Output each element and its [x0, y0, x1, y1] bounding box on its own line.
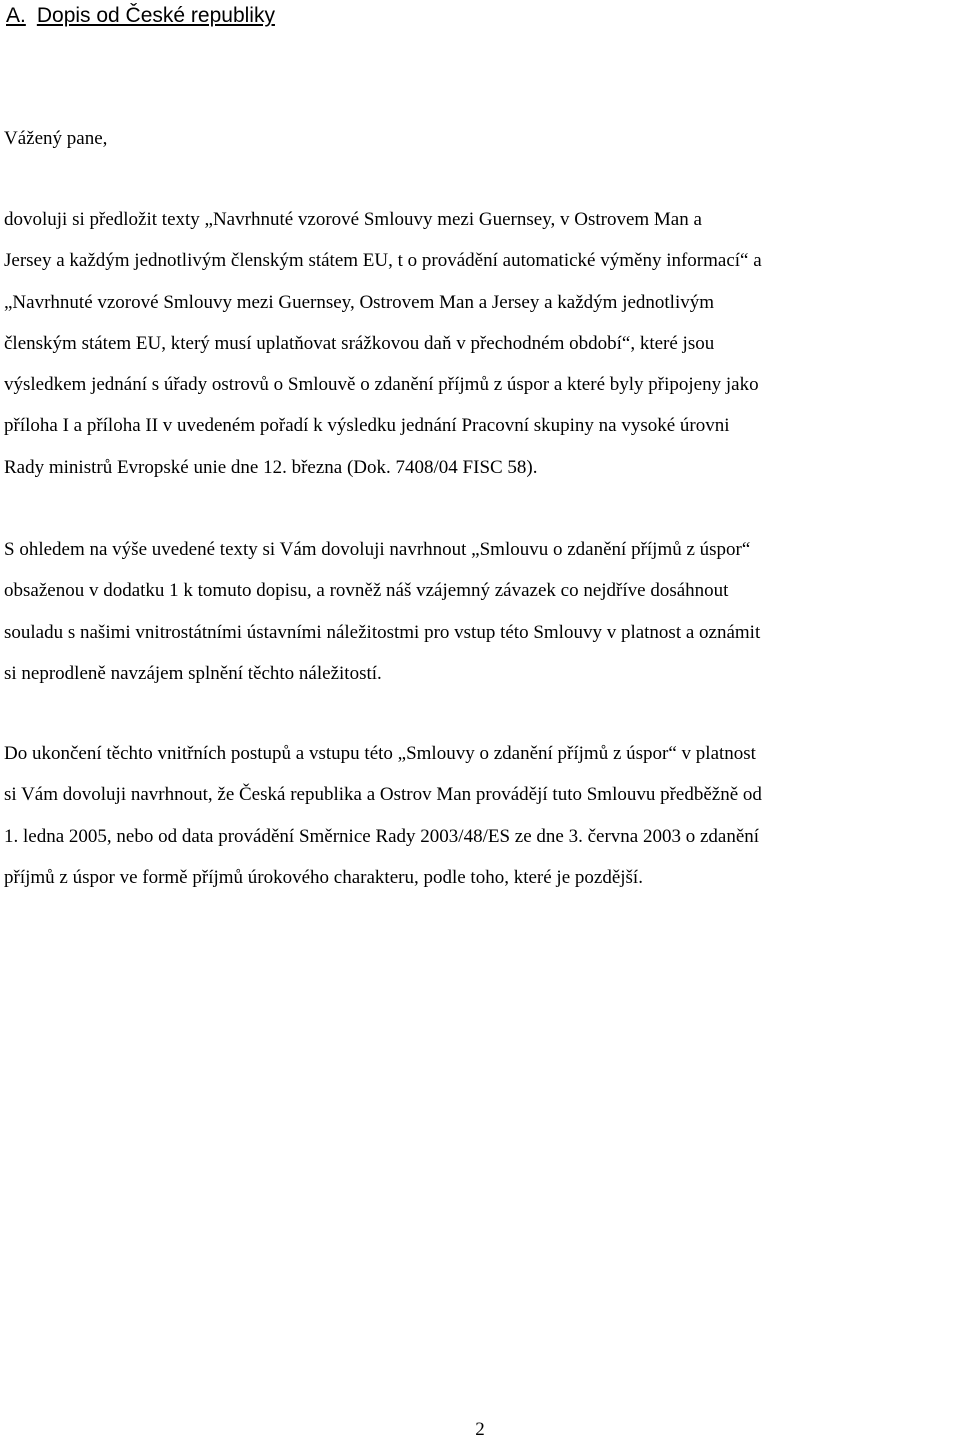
paragraph-line: „Navrhnuté vzorové Smlouvy mezi Guernsey, Ostrovem Man a Jersey a každým jednotlivým — [4, 291, 715, 313]
page-number: 2 — [475, 1419, 485, 1440]
section-marker: A. — [6, 4, 26, 27]
paragraph-line: 1. ledna 2005, nebo od data provádění Směrnice Rady 2003/48/ES ze dne 3. června 2003 o zdanění — [4, 825, 760, 847]
paragraph-line: příloha I a příloha II v uvedeném pořadí k výsledku jednání Pracovní skupiny na vysoké úrovni — [4, 415, 730, 437]
paragraph-1 — [4, 199, 956, 488]
paragraph-line: dovoluji si předložit texty „Navrhnuté vzorové Smlouvy mezi Guernsey, v Ostrovem Man a — [4, 209, 702, 230]
paragraph-line: členským státem EU, který musí uplatňovat srážkovou daň v přechodném období“, které jsou — [4, 332, 715, 354]
paragraph-2 — [4, 529, 956, 694]
paragraph-line: S ohledem na výše uvedené texty si Vám dovoluji navrhnout „Smlouvu o zdanění příjmů z úspor“ — [4, 539, 751, 560]
paragraph-line: si neprodleně navzájem splnění těchto náležitostí. — [4, 662, 382, 684]
paragraph-line: výsledkem jednání s úřady ostrovů o Smlouvě o zdanění příjmů z úspor a které byly připojeny jako — [4, 374, 759, 396]
salutation — [4, 118, 956, 159]
paragraph-line: Do ukončení těchto vnitřních postupů a vstupu této „Smlouvy o zdanění příjmů z úspor“ v platnost — [4, 743, 756, 764]
paragraph-line: obsaženou v dodatku 1 k tomuto dopisu, a rovněž náš vzájemný závazek co nejdříve dosáhnout — [4, 580, 729, 602]
section-title: Dopis od České republiky — [36, 4, 275, 27]
paragraph-line: Jersey a každým jednotlivým členským státem EU, t o provádění automatické výměny informací“ a — [4, 250, 762, 272]
section-heading — [6, 2, 275, 30]
paragraph-line: Rady ministrů Evropské unie dne 12. března (Dok. 7408/04 FISC 58). — [4, 456, 538, 478]
paragraph-line: příjmů z úspor ve formě příjmů úrokového charakteru, podle toho, které je pozdější. — [4, 866, 643, 888]
paragraph-line: souladu s našimi vnitrostátními ústavními náležitostmi pro vstup této Smlouvy v platnost a oznámit — [4, 621, 761, 643]
paragraph-3 — [4, 733, 956, 898]
paragraph-line: si Vám dovoluji navrhnout, že Česká republika a Ostrov Man provádějí tuto Smlouvu předběžně od — [4, 784, 762, 806]
salutation-text: Vážený pane, — [4, 128, 108, 149]
